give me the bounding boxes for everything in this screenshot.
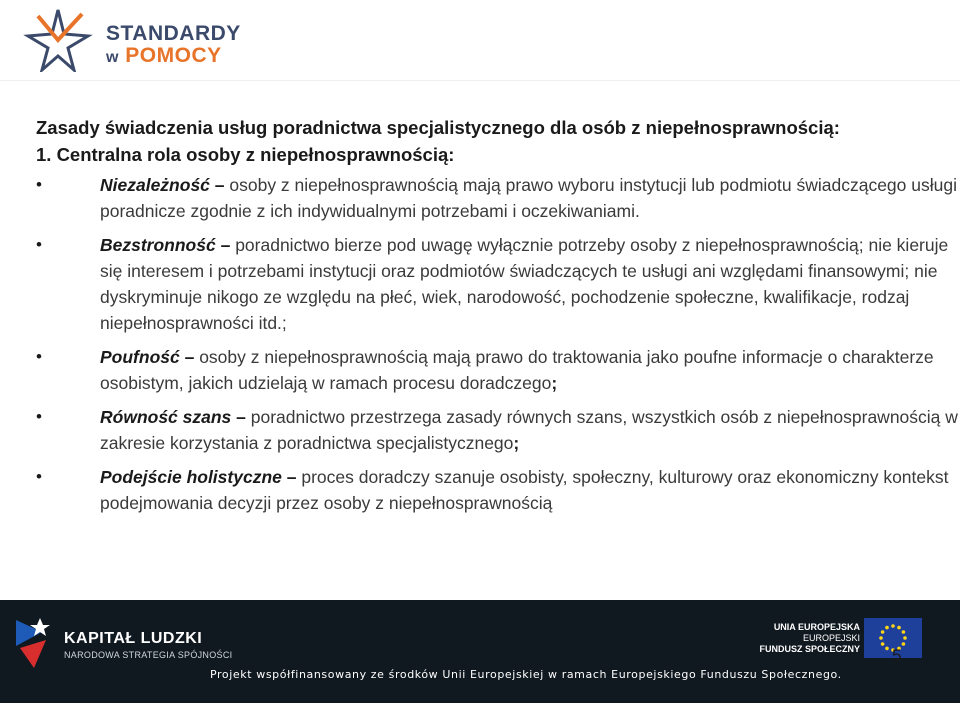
bullet-icon: •	[36, 467, 42, 486]
item-dash: –	[281, 467, 302, 487]
list-item-rownosc-szans	[36, 404, 960, 456]
kapital-ludzki-logo-icon	[12, 612, 56, 672]
principles-list	[36, 172, 960, 516]
kapital-ludzki-title: KAPITAŁ LUDZKI	[64, 630, 203, 647]
item-term: Niezależność	[100, 175, 210, 195]
bullet-icon: •	[36, 235, 42, 254]
logo-text-standardy: STANDARDY	[106, 22, 241, 45]
kapital-ludzki-subtitle: NARODOWA STRATEGIA SPÓJNOŚCI	[64, 650, 233, 660]
item-term: Podejście holistyczne	[100, 467, 282, 487]
header-divider	[0, 80, 960, 81]
item-dash: –	[215, 235, 236, 255]
item-dash: –	[231, 407, 251, 427]
item-text: osoby z niepełnosprawnością mają prawo do traktowania jako poufne informacje o charakterze osobistym, jakich udzielają w ramach procesu doradczego	[100, 347, 934, 393]
item-text: poradnictwo bierze pod uwagę wyłącznie potrzeby osoby z niepełnosprawnością; nie kieruje się interesem i potrzebami instytucji oraz podmiotów świadczących te usługi ani względami finansowymi; nie dyskryminuje nikogo ze względu na płeć, wiek, narodowość, pochodzenie społeczne, kwalifikacje, rodzaj niepełnosprawności itd.;	[100, 235, 949, 333]
logo-text-pomocy: w POMOCY	[106, 44, 222, 67]
item-dash: –	[209, 175, 230, 195]
item-text: proces doradczy szanuje osobisty, społeczny, kulturowy oraz ekonomiczny kontekst podejmowania decyzji przez osoby z niepełnosprawnością	[100, 467, 949, 513]
item-term: Równość szans	[100, 407, 232, 427]
ue-label: UNIA EUROPEJSKA EUROPEJSKI FUNDUSZ SPOŁECZNY	[759, 622, 860, 654]
standardy-logo	[18, 6, 278, 76]
item-text: osoby z niepełnosprawnością mają prawo wyboru instytucji lub podmiotu świadczącego usługi poradnicze zgodnie z ich indywidualnymi potrzebami i oczekiwaniami.	[100, 175, 957, 221]
item-term: Bezstronność	[100, 235, 216, 255]
item-term: Poufność	[100, 347, 180, 367]
item-tail: ;	[551, 373, 558, 393]
slide-title: Zasady świadczenia usług poradnictwa specjalistycznego dla osób z niepełnosprawnością:	[36, 117, 840, 138]
section-heading: 1. Centralna rola osoby z niepełnosprawnością:	[36, 144, 455, 165]
bullet-icon: •	[36, 175, 42, 194]
item-dash: –	[179, 347, 200, 367]
list-item-bezstronnosc	[36, 232, 960, 336]
slide-content	[36, 114, 960, 516]
list-item-niezaleznosc	[36, 172, 960, 224]
project-funding-note: Projekt współfinansowany ze środków Unii Europejskiej w ramach Europejskiego Funduszu Społecznego.	[210, 668, 842, 681]
page-number: 5	[892, 646, 902, 665]
bullet-icon: •	[36, 407, 42, 426]
footer-banner	[0, 600, 960, 703]
item-text: poradnictwo przestrzega zasady równych szans, wszystkich osób z niepełnosprawnością w zakresie korzystania z poradnictwa specjalistycznego	[100, 407, 958, 453]
item-tail: ;	[513, 433, 520, 453]
list-item-poufnosc	[36, 344, 960, 396]
list-item-podejscie-holistyczne	[36, 464, 960, 516]
bullet-icon: •	[36, 347, 42, 366]
standardy-star-icon	[18, 6, 102, 72]
